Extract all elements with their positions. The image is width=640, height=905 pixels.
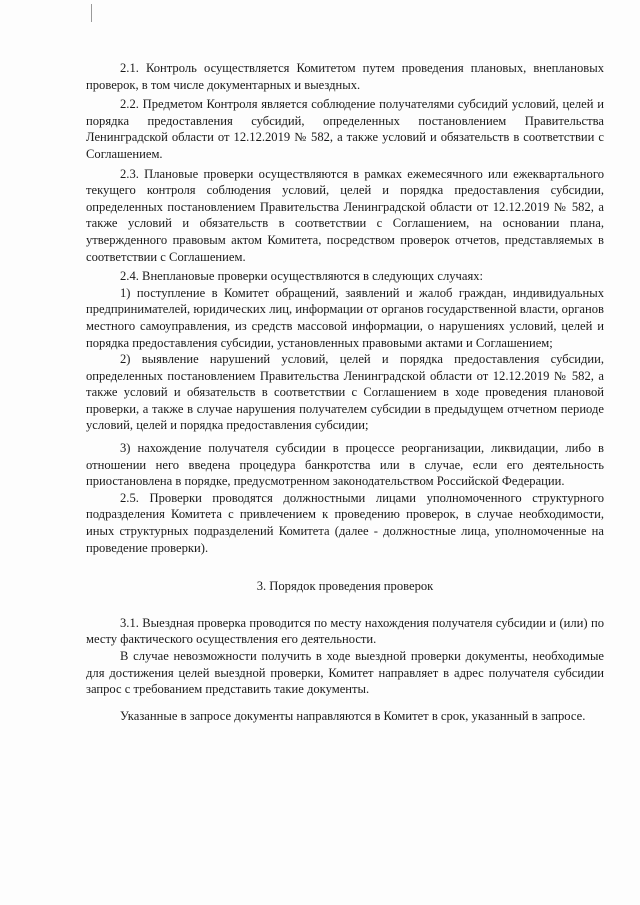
paragraph-2-3: 2.3. Плановые проверки осуществляются в рамках ежемесячного или ежеквартального текущего контроля соблюдения условий, целей и порядка предоставления субсидии, определенных постановлением Правительства Ленинградской области от 12.12.2019 № 582, а также условий и обязательств в соответствии с Соглашением, на основании плана, утвержденного правовым актом Комитета, посредством проверок отчетов, представляемых в соответствии с Соглашением. [86, 166, 604, 264]
paragraph-3-1-c: Указанные в запросе документы направляются в Комитет в срок, указанный в запросе. [120, 708, 586, 723]
paragraph-3-1: 3.1. Выездная проверка проводится по месту нахождения получателя субсидии и (или) по месту фактического осуществления его деятельности. [86, 615, 604, 647]
document-body [86, 60, 604, 724]
paragraph-2-4-item-1: 1) поступление в Комитет обращений, заявлений и жалоб граждан, индивидуальных предпринимателей, юридических лиц, информации от органов государственной власти, органов местного самоуправления, из средств массовой информации, о нарушениях условий, целей и порядка предоставления субсидии, установленных правовыми актами и Соглашением; [86, 285, 604, 350]
paragraph-2-4-intro: 2.4. Внеплановые проверки осуществляются в следующих случаях: [120, 269, 484, 284]
paragraph-2-4-item-2: 2) выявление нарушений условий, целей и порядка предоставления субсидии, определенных постановлением Правительства Ленинградской области от 12.12.2019 № 582, а также условий и обязательств в соответствии с Соглашением в ходе проведения плановой проверки, а также в случае нарушения получателем субсидии в предыдущем отчетном периоде условий, целей и порядка предоставления субсидии; [86, 352, 604, 433]
paragraph-2-5: 2.5. Проверки проводятся должностными лицами уполномоченного структурного подразделения Комитета с привлечением к проведению проверок, в случае необходимости, иных структурных подразделений Комитета (далее - должностные лица, уполномоченные на проведение проверки). [86, 490, 604, 555]
section-3-heading: 3. Порядок проведения проверок [256, 579, 434, 594]
paragraph-3-1-b: В случае невозможности получить в ходе выездной проверки документы, необходимые для достижения целей выездной проверки, Комитет направляет в адрес получателя субсидии запрос с требованием представить такие документы. [86, 649, 604, 697]
paragraph-2-2: 2.2. Предметом Контроля является соблюдение получателями субсидий условий, целей и порядка предоставления субсидий, определенных постановлением Правительства Ленинградской области от 12.12.2019 № 582, а также условий и обязательств в соответствии с Соглашением. [86, 97, 604, 161]
paragraph-2-4-item-3: 3) нахождение получателя субсидии в процессе реорганизации, ликвидации, либо в отношении него введена процедура банкротства или в случае, если его деятельность приостановлена в порядке, предусмотренном законодательством Российской Федерации. [86, 441, 604, 489]
paragraph-2-1: 2.1. Контроль осуществляется Комитетом путем проведения плановых, внеплановых проверок, в том числе документарных и выездных. [86, 61, 604, 92]
scan-artifact-line [91, 4, 92, 22]
